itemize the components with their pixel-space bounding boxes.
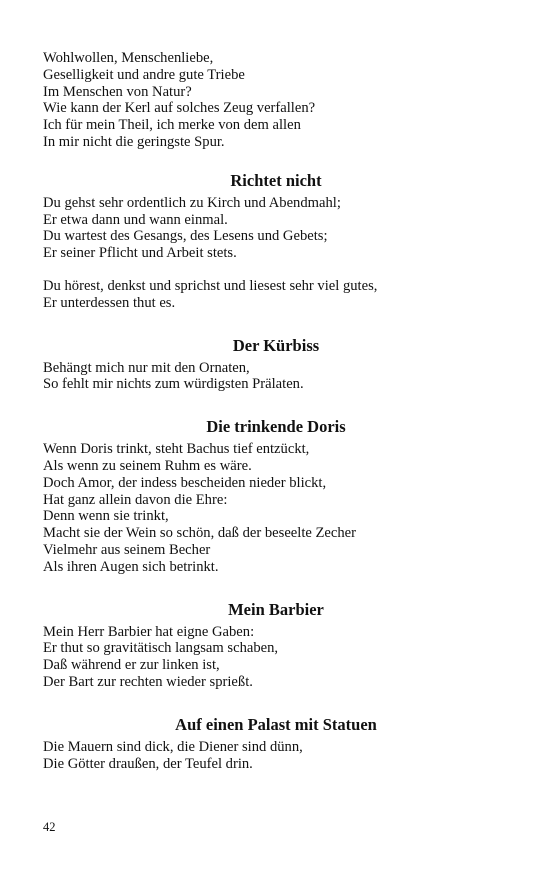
verse-line: Ich für mein Theil, ich merke von dem allen bbox=[43, 117, 301, 134]
verse-line: Macht sie der Wein so schön, daß der beseelte Zecher bbox=[43, 525, 357, 542]
verse-line: Du gehst sehr ordentlich zu Kirch und Abendmahl; bbox=[43, 194, 341, 211]
verse-line: Du wartest des Gesangs, des Lesens und Gebets; bbox=[43, 228, 328, 245]
verse-line: Behängt mich nur mit den Ornaten, bbox=[43, 359, 250, 376]
poem-title-auf-einen-palast: Auf einen Palast mit Statuen bbox=[175, 714, 377, 734]
verse-line: Hat ganz allein davon die Ehre: bbox=[43, 491, 228, 508]
poem-title-mein-barbier: Mein Barbier bbox=[228, 599, 324, 619]
poem-stanza bbox=[43, 739, 503, 773]
verse-line: Daß während er zur linken ist, bbox=[43, 657, 220, 674]
poem-title-die-trinkende-doris: Die trinkende Doris bbox=[206, 417, 346, 437]
verse-line: Er seiner Pflicht und Arbeit stets. bbox=[43, 245, 237, 262]
verse-line: Doch Amor, der indess bescheiden nieder blickt, bbox=[43, 474, 327, 491]
page-number: 42 bbox=[43, 820, 56, 834]
verse-line: Als wenn zu seinem Ruhm es wäre. bbox=[43, 457, 252, 474]
poem-title-der-kuerbiss: Der Kürbiss bbox=[232, 335, 320, 355]
poem-stanza bbox=[43, 624, 503, 691]
verse-line: Wohlwollen, Menschenliebe, bbox=[43, 50, 214, 66]
verse-line: In mir nicht die geringste Spur. bbox=[43, 133, 225, 150]
verse-line: Der Bart zur rechten wieder sprießt. bbox=[43, 673, 253, 690]
verse-line: Als ihren Augen sich betrinkt. bbox=[43, 558, 219, 575]
verse-line: Wenn Doris trinkt, steht Bachus tief entzückt, bbox=[43, 441, 310, 458]
poem-stanza bbox=[43, 441, 503, 575]
verse-line: Die Mauern sind dick, die Diener sind dünn, bbox=[43, 738, 303, 755]
verse-line: Denn wenn sie trinkt, bbox=[43, 508, 169, 525]
verse-line: Vielmehr aus seinem Becher bbox=[43, 541, 211, 558]
verse-line: Wie kann der Kerl auf solches Zeug verfallen? bbox=[43, 100, 316, 117]
poem-stanza bbox=[43, 195, 503, 262]
verse-line: Im Menschen von Natur? bbox=[43, 83, 192, 100]
verse-line: So fehlt mir nichts zum würdigsten Prälaten. bbox=[43, 376, 304, 393]
verse-line: Du hörest, denkst und sprichst und liesest sehr viel gutes, bbox=[43, 277, 378, 294]
verse-line: Geselligkeit und andre gute Triebe bbox=[43, 66, 245, 83]
verse-line: Die Götter draußen, der Teufel drin. bbox=[43, 755, 253, 772]
verse-line: Er etwa dann und wann einmal. bbox=[43, 211, 228, 228]
intro-stanza bbox=[43, 50, 503, 151]
verse-line: Er thut so gravitätisch langsam schaben, bbox=[43, 640, 279, 657]
verse-line: Mein Herr Barbier hat eigne Gaben: bbox=[43, 623, 255, 640]
poem-title-richtet-nicht: Richtet nicht bbox=[230, 170, 322, 190]
verse-line: Er unterdessen thut es. bbox=[43, 294, 176, 311]
poem-stanza bbox=[43, 360, 503, 394]
poem-stanza bbox=[43, 278, 503, 312]
page-content bbox=[43, 50, 503, 772]
